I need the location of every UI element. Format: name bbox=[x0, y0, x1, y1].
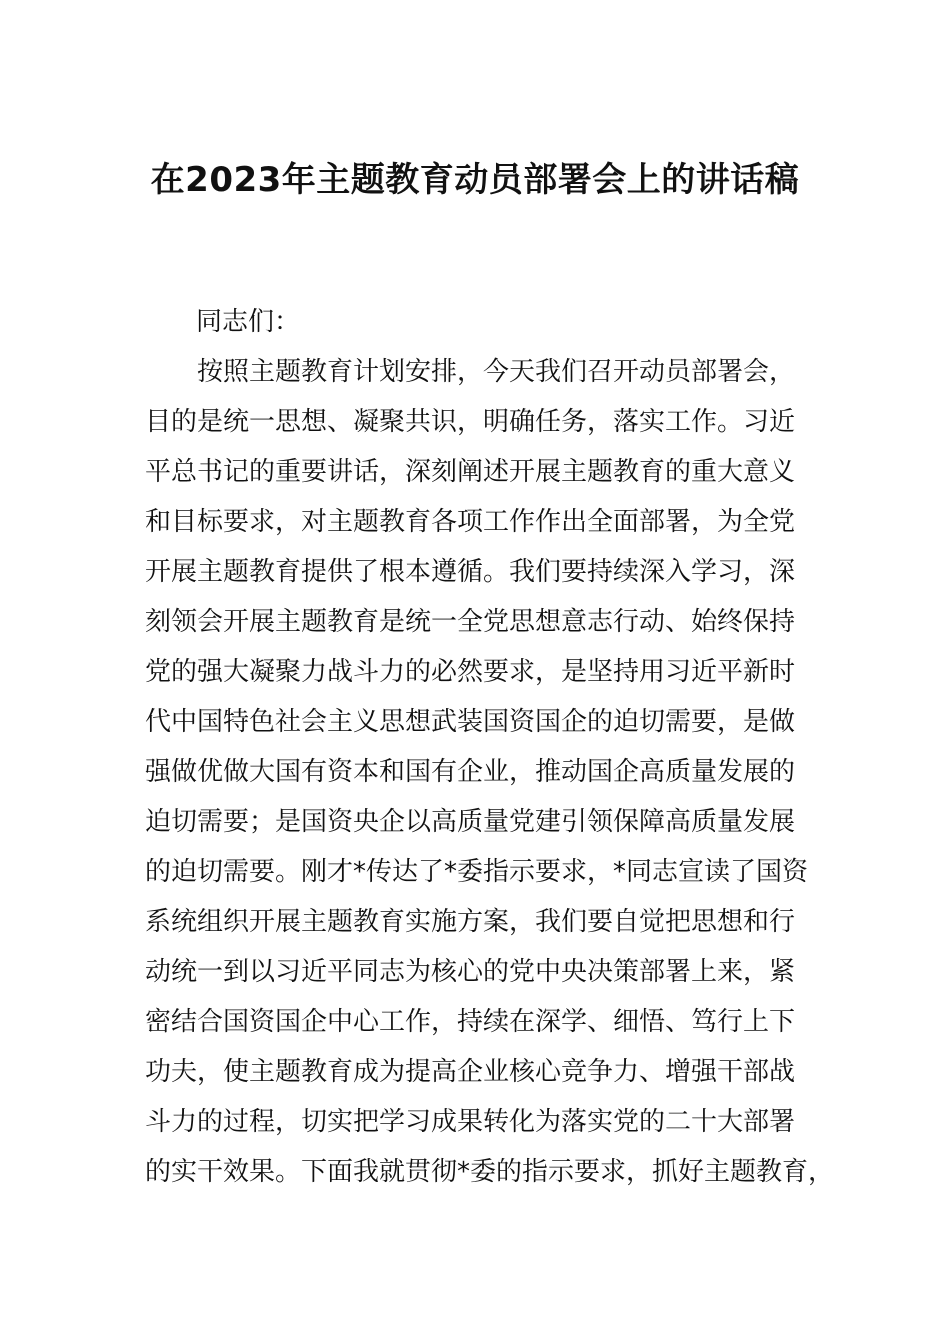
paragraph-line: 系统组织开展主题教育实施方案，我们要自觉把思想和行 bbox=[145, 907, 796, 937]
paragraph-line: 刻领会开展主题教育是统一全党思想意志行动、始终保持 bbox=[145, 607, 796, 637]
paragraph-line: 党的强大凝聚力战斗力的必然要求，是坚持用习近平新时 bbox=[145, 657, 796, 687]
paragraph-line: 的实干效果。下面我就贯彻*委的指示要求，抓好主题教育， bbox=[145, 1157, 835, 1187]
paragraph-line: 斗力的过程，切实把学习成果转化为落实党的二十大部署 bbox=[145, 1107, 796, 1137]
paragraph-line: 代中国特色社会主义思想武装国资国企的迫切需要，是做 bbox=[145, 707, 796, 737]
paragraph-line: 动统一到以习近平同志为核心的党中央决策部署上来，紧 bbox=[145, 957, 796, 987]
paragraph-line: 强做优做大国有资本和国有企业，推动国企高质量发展的 bbox=[145, 757, 796, 787]
paragraph-line: 开展主题教育提供了根本遵循。我们要持续深入学习，深 bbox=[145, 557, 796, 587]
paragraph-line: 迫切需要；是国资央企以高质量党建引领保障高质量发展 bbox=[145, 807, 796, 837]
paragraph-line: 的迫切需要。刚才*传达了*委指示要求，*同志宣读了国资 bbox=[145, 857, 809, 887]
document-title: 在2023年主题教育动员部署会上的讲话稿 bbox=[150, 160, 800, 200]
paragraph-line: 按照主题教育计划安排，今天我们召开动员部署会， bbox=[197, 357, 796, 387]
paragraph-line: 密结合国资国企中心工作，持续在深学、细悟、笃行上下 bbox=[145, 1007, 796, 1037]
salutation: 同志们： bbox=[196, 307, 301, 337]
body-paragraph bbox=[145, 347, 835, 1197]
paragraph-line: 目的是统一思想、凝聚共识，明确任务，落实工作。习近 bbox=[145, 407, 796, 437]
paragraph-line: 和目标要求，对主题教育各项工作作出全面部署，为全党 bbox=[145, 507, 796, 537]
paragraph-line: 功夫，使主题教育成为提高企业核心竞争力、增强干部战 bbox=[145, 1057, 796, 1087]
paragraph-line: 平总书记的重要讲话，深刻阐述开展主题教育的重大意义 bbox=[145, 457, 796, 487]
